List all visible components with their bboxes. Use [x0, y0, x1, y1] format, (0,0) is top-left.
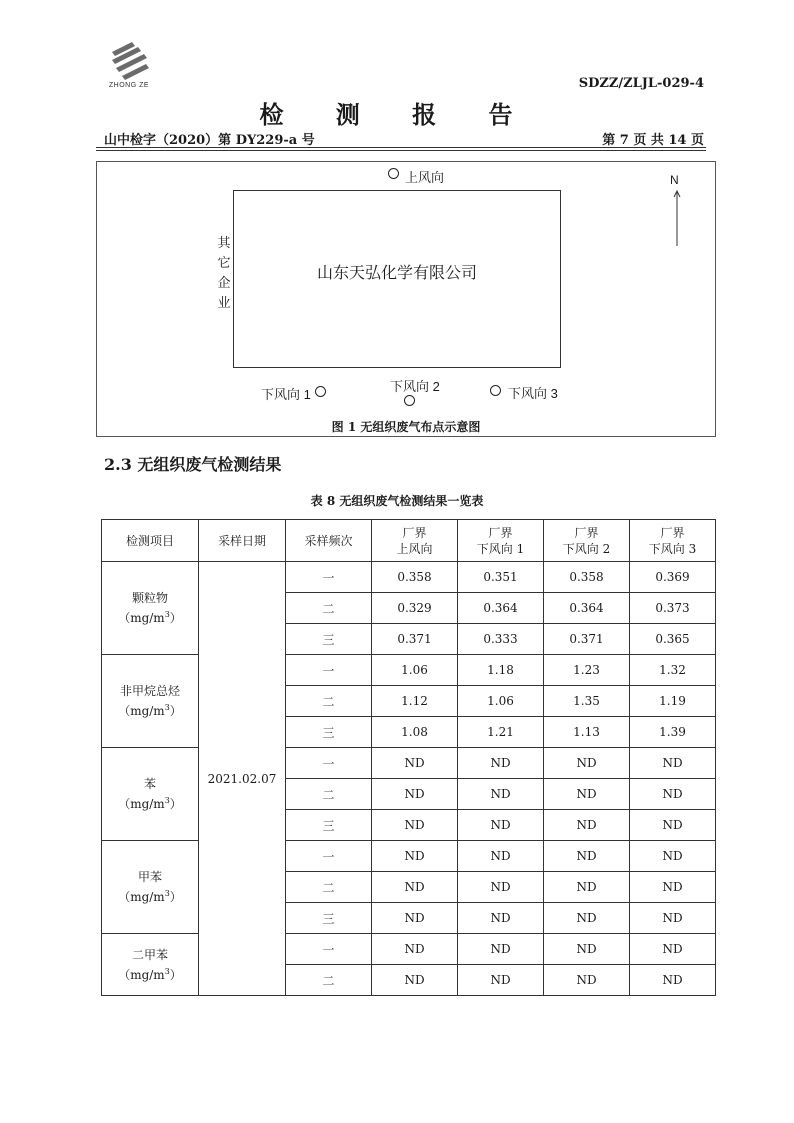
table-row [102, 655, 716, 686]
item-name-cell [102, 841, 199, 934]
downwind-3-marker [490, 385, 501, 396]
downwind-1-marker [315, 386, 326, 397]
value-cell: ND [630, 965, 716, 996]
frequency-cell: 一 [286, 934, 372, 965]
frequency-cell: 三 [286, 624, 372, 655]
section-title: 2.3 无组织废气检测结果 [104, 455, 282, 474]
value-cell: 0.351 [458, 562, 544, 593]
value-cell: ND [458, 903, 544, 934]
unit-superscript: 3 [164, 703, 170, 712]
value-cell: 1.06 [458, 686, 544, 717]
value-cell: 1.12 [372, 686, 458, 717]
frequency-cell: 三 [286, 810, 372, 841]
unit-text: （mg/m [118, 967, 165, 982]
value-cell: 0.364 [458, 593, 544, 624]
frequency-cell: 二 [286, 965, 372, 996]
unit-superscript: 3 [164, 610, 170, 619]
value-cell: ND [544, 903, 630, 934]
value-cell: ND [458, 779, 544, 810]
header-downwind-2: 厂界 下风向 2 [544, 520, 630, 562]
unit-close: ） [169, 797, 182, 811]
value-cell: 1.06 [372, 655, 458, 686]
value-cell: ND [630, 748, 716, 779]
frequency-cell: 二 [286, 872, 372, 903]
header-item: 检测项目 [102, 520, 199, 562]
header-date: 采样日期 [199, 520, 286, 562]
frequency-cell: 一 [286, 562, 372, 593]
logo-text: ZHONG ZE [108, 82, 150, 89]
item-name: 非甲烷总烃 [119, 684, 180, 698]
downwind-2-label: 下风向 2 [390, 379, 440, 394]
value-cell: ND [372, 810, 458, 841]
value-cell: 0.333 [458, 624, 544, 655]
table-row [102, 841, 716, 872]
value-cell: 1.13 [544, 717, 630, 748]
downwind-3-label: 下风向 3 [508, 386, 558, 401]
unit-close: ） [169, 967, 182, 982]
value-cell: 0.371 [372, 624, 458, 655]
neighbor-enterprise-label: 其它企业 [217, 236, 231, 311]
results-table [101, 519, 716, 996]
value-cell: ND [630, 810, 716, 841]
frequency-cell: 二 [286, 593, 372, 624]
value-cell: ND [544, 748, 630, 779]
value-cell: 1.23 [544, 655, 630, 686]
item-name-cell [102, 562, 199, 655]
value-cell: 0.369 [630, 562, 716, 593]
header-divider-thin [96, 150, 706, 151]
value-cell: ND [630, 779, 716, 810]
north-arrow-icon [672, 190, 682, 246]
value-cell: ND [544, 872, 630, 903]
upwind-label: 上风向 [405, 170, 445, 185]
value-cell: ND [544, 934, 630, 965]
value-cell: ND [544, 810, 630, 841]
frequency-cell: 一 [286, 655, 372, 686]
value-cell: ND [458, 810, 544, 841]
value-cell: ND [458, 748, 544, 779]
table-row [102, 562, 716, 593]
downwind-2-marker [404, 395, 415, 406]
value-cell: 0.373 [630, 593, 716, 624]
item-unit [102, 887, 198, 907]
value-cell: 0.358 [544, 562, 630, 593]
item-unit [102, 608, 198, 628]
value-cell: ND [544, 841, 630, 872]
value-cell: ND [372, 934, 458, 965]
downwind-1-label: 下风向 1 [261, 387, 311, 402]
unit-text: （mg/m [118, 704, 165, 718]
header-divider [96, 147, 706, 148]
unit-superscript: 3 [164, 796, 170, 805]
header-downwind-1: 厂界 下风向 1 [458, 520, 544, 562]
value-cell: ND [458, 934, 544, 965]
value-cell: ND [372, 872, 458, 903]
value-cell: ND [372, 903, 458, 934]
unit-text: （mg/m [118, 890, 165, 904]
value-cell: ND [458, 965, 544, 996]
value-cell: 1.18 [458, 655, 544, 686]
figure-caption: 图 1 无组织废气布点示意图 [331, 420, 481, 434]
frequency-cell: 一 [286, 748, 372, 779]
unit-close: ） [169, 704, 182, 718]
item-name: 颗粒物 [131, 591, 168, 605]
report-number: 山中检字（2020）第 DY229-a 号 [104, 133, 315, 148]
value-cell: ND [372, 779, 458, 810]
frequency-cell: 二 [286, 779, 372, 810]
sampling-date-cell: 2021.02.07 [199, 562, 286, 996]
item-name-cell [102, 748, 199, 841]
page-info: 第 7 页 共 14 页 [602, 133, 704, 148]
header-frequency: 采样频次 [286, 520, 372, 562]
value-cell: ND [372, 965, 458, 996]
table-row [102, 934, 716, 965]
value-cell: ND [458, 872, 544, 903]
value-cell: ND [544, 779, 630, 810]
value-cell: ND [458, 841, 544, 872]
report-title: 检 测 报 告 [259, 100, 535, 129]
value-cell: 1.21 [458, 717, 544, 748]
unit-superscript: 3 [164, 966, 170, 976]
item-unit [102, 701, 198, 721]
table-row [102, 748, 716, 779]
header-upwind: 厂界 上风向 [372, 520, 458, 562]
header-downwind-3: 厂界 下风向 3 [630, 520, 716, 562]
value-cell: 0.329 [372, 593, 458, 624]
table-header-row [102, 520, 716, 562]
value-cell: 1.35 [544, 686, 630, 717]
item-unit [102, 965, 198, 985]
company-logo [98, 40, 160, 100]
value-cell: ND [372, 748, 458, 779]
frequency-cell: 三 [286, 903, 372, 934]
frequency-cell: 一 [286, 841, 372, 872]
unit-close: ） [169, 611, 182, 625]
unit-text: （mg/m [118, 611, 165, 625]
item-name: 甲苯 [137, 870, 162, 884]
value-cell: ND [630, 934, 716, 965]
value-cell: ND [372, 841, 458, 872]
value-cell: ND [630, 872, 716, 903]
value-cell: ND [544, 965, 630, 996]
item-name: 二甲苯 [131, 947, 168, 962]
item-name-cell [102, 934, 199, 996]
value-cell: 1.08 [372, 717, 458, 748]
item-unit [102, 794, 198, 814]
document-code: SDZZ/ZLJL-029-4 [578, 76, 704, 91]
unit-superscript: 3 [164, 889, 170, 898]
frequency-cell: 二 [286, 686, 372, 717]
value-cell: ND [630, 903, 716, 934]
north-label: N [670, 173, 679, 187]
item-name: 苯 [143, 777, 156, 791]
value-cell: 0.371 [544, 624, 630, 655]
unit-close: ） [169, 890, 182, 904]
value-cell: 0.365 [630, 624, 716, 655]
value-cell: 1.39 [630, 717, 716, 748]
value-cell: ND [630, 841, 716, 872]
value-cell: 0.358 [372, 562, 458, 593]
frequency-cell: 三 [286, 717, 372, 748]
unit-text: （mg/m [118, 797, 165, 811]
value-cell: 1.32 [630, 655, 716, 686]
table-caption: 表 8 无组织废气检测结果一览表 [310, 494, 484, 508]
upwind-point-marker [388, 168, 399, 179]
value-cell: 1.19 [630, 686, 716, 717]
value-cell: 0.364 [544, 593, 630, 624]
item-name-cell [102, 655, 199, 748]
plant-name: 山东天弘化学有限公司 [316, 265, 477, 282]
